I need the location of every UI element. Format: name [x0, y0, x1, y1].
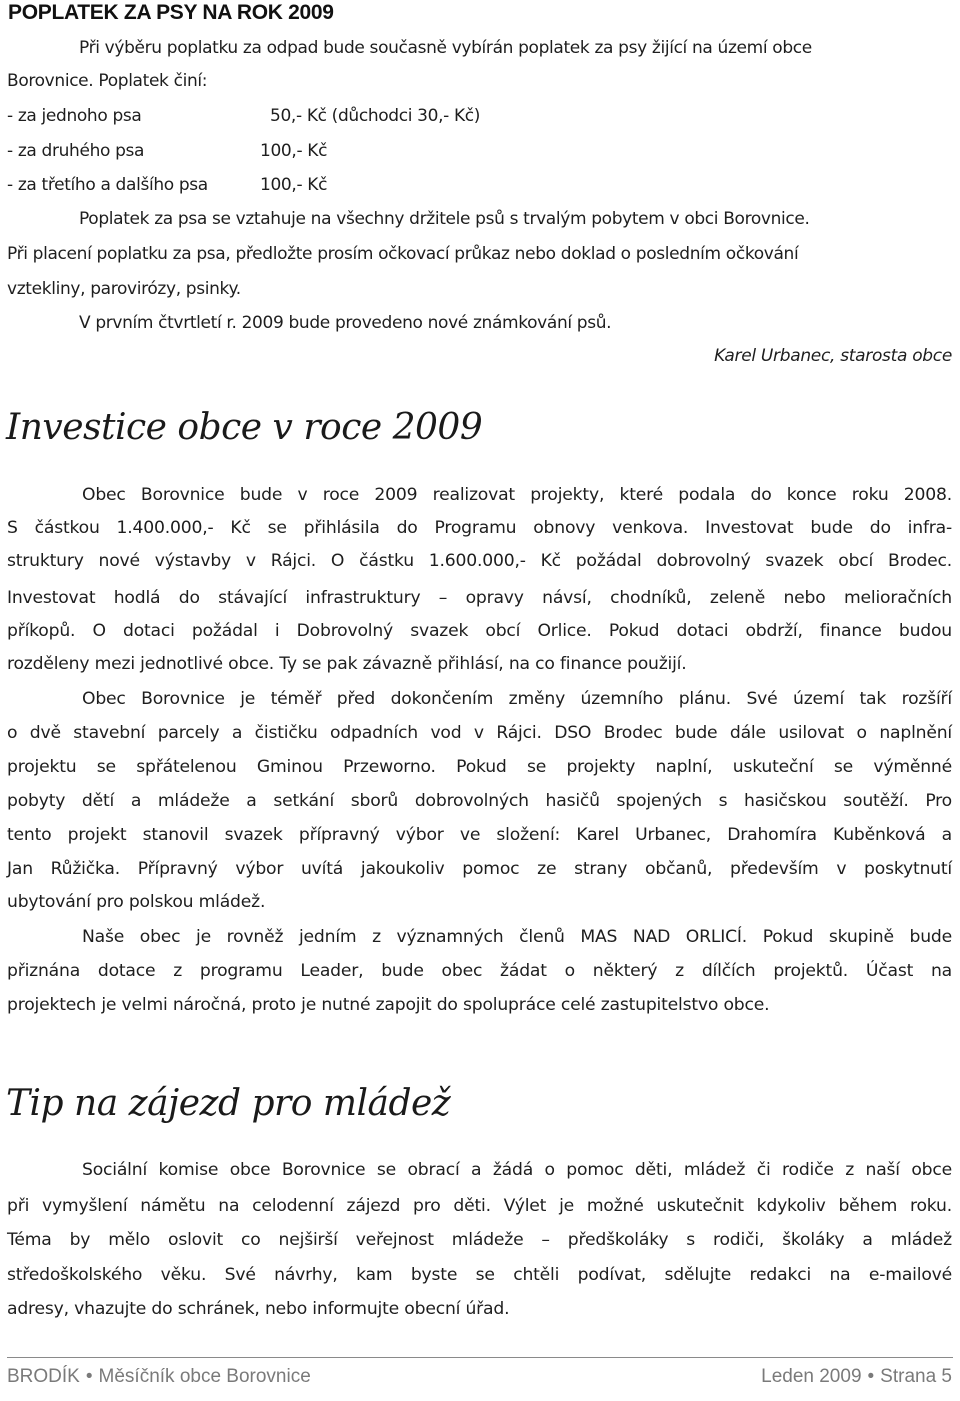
fee-amount: 100,- Kč	[260, 141, 328, 161]
dog-fee-para2-line2: Při placení poplatku za psa, předložte prosím očkovací průkaz nebo doklad o posledním očkování	[7, 244, 799, 264]
footer-separator: •	[85, 1366, 93, 1387]
dog-fee-para3: V prvním čtvrtletí r. 2009 bude provedeno nové známkování psů.	[79, 313, 612, 333]
footer-page-number: Strana 5	[880, 1366, 952, 1387]
paragraph-line: Naše obec je rovněž jedním z významných členů MAS NAD ORLICÍ. Pokud skupině bude	[82, 927, 952, 947]
paragraph-line: Sociální komise obce Borovnice se obrací a žádá o pomoc děti, mládež či rodiče z naší obce	[82, 1160, 952, 1180]
footer-subtitle: Měsíčník obce Borovnice	[98, 1366, 311, 1387]
footer-issue	[761, 1366, 952, 1388]
dog-fee-intro-line1: Při výběru poplatku za odpad bude současně vybírán poplatek za psy žijící na území obce	[79, 38, 812, 58]
footer-separator: •	[867, 1366, 875, 1387]
dog-fee-intro-line2: Borovnice. Poplatek činí:	[7, 71, 208, 91]
paragraph-line: Obec Borovnice je téměř před dokončením změny územního plánu. Své území tak rozšíří	[82, 689, 952, 709]
paragraph-line: projektech je velmi náročná, proto je nutné zapojit do spolupráce celé zastupitelstvo obce.	[7, 995, 770, 1015]
paragraph-line: Téma by mělo oslovit co nejširší veřejnost mládeže – předškoláky s rodiči, školáky a mládež	[7, 1230, 952, 1250]
footer-title: BRODÍK	[7, 1366, 80, 1387]
paragraph-line: struktury nové výstavby v Rájci. O částku 1.600.000,- Kč požádal dobrovolný svazek obcí Brodec.	[7, 551, 952, 571]
footer-divider	[7, 1357, 953, 1358]
dog-fee-para2-line3: vztekliny, parovirózy, psinky.	[7, 279, 241, 299]
paragraph-line: o dvě stavební parcely a čističku odpadních vod v Rájci. DSO Brodec bude dále usilovat o naplnění	[7, 723, 952, 743]
fee-label: - za třetího a dalšího psa	[7, 175, 208, 195]
fee-amount: 100,- Kč	[260, 175, 328, 195]
paragraph-line: při vymyšlení námětu na celodenní zájezd pro děti. Výlet je možné uskutečnit kdykoliv během roku.	[7, 1196, 952, 1216]
paragraph-line: příkopů. O dotaci požádal i Dobrovolný svazek obcí Orlice. Pokud dotaci obdrží, finance budou	[7, 621, 952, 641]
paragraph-line: přiznána dotace z programu Leader, bude obec žádat o některý z dílčích projektů. Účast na	[7, 961, 952, 981]
footer-publication	[7, 1366, 311, 1388]
paragraph-line: pobyty dětí a mládeže a setkání sborů dobrovolných hasičů spojených s hasičskou soutěží. Pro	[7, 791, 952, 811]
paragraph-line: Investovat hodlá do stávající infrastruktury – opravy návsí, chodníků, zeleně nebo melioračních	[7, 588, 952, 608]
footer-date: Leden 2009	[761, 1366, 862, 1387]
paragraph-line: Obec Borovnice bude v roce 2009 realizovat projekty, které podala do konce roku 2008.	[82, 485, 952, 505]
paragraph-line: rozděleny mezi jednotlivé obce. Ty se pak závazně přihlásí, na co finance použijí.	[7, 654, 687, 674]
paragraph-line: adresy, vhazujte do schránek, nebo informujte obecní úřad.	[7, 1299, 510, 1319]
fee-amount: 50,- Kč (důchodci 30,- Kč)	[270, 106, 481, 126]
paragraph-line: středoškolského věku. Své návrhy, kam byste se chtěli podívat, sdělujte redakci na e-mailové	[7, 1265, 952, 1285]
paragraph-line: tento projekt stanovil svazek přípravný výbor ve složení: Karel Urbanec, Drahomíra Kuběnková a	[7, 825, 952, 845]
fee-label: - za jednoho psa	[7, 106, 142, 126]
paragraph-line: S částkou 1.400.000,- Kč se přihlásila do Programu obnovy venkova. Investovat bude do infra-	[7, 518, 952, 538]
investment-heading: Investice obce v roce 2009	[6, 407, 483, 448]
paragraph-line: ubytování pro polskou mládež.	[7, 892, 266, 912]
trip-heading: Tip na zájezd pro mládež	[6, 1083, 451, 1124]
fee-label: - za druhého psa	[7, 141, 145, 161]
paragraph-line: Jan Růžička. Přípravný výbor uvítá jakoukoliv pomoc ze strany občanů, především v poskytnutí	[7, 859, 952, 879]
signature: Karel Urbanec, starosta obce	[714, 346, 952, 366]
paragraph-line: projektu se spřátelenou Gminou Przeworno. Pokud se projekty naplní, uskuteční se výměnné	[7, 757, 952, 777]
dog-fee-para2-line1: Poplatek za psa se vztahuje na všechny držitele psů s trvalým pobytem v obci Borovnice.	[79, 209, 810, 229]
dog-fee-title: POPLATEK ZA PSY NA ROK 2009	[8, 1, 334, 24]
